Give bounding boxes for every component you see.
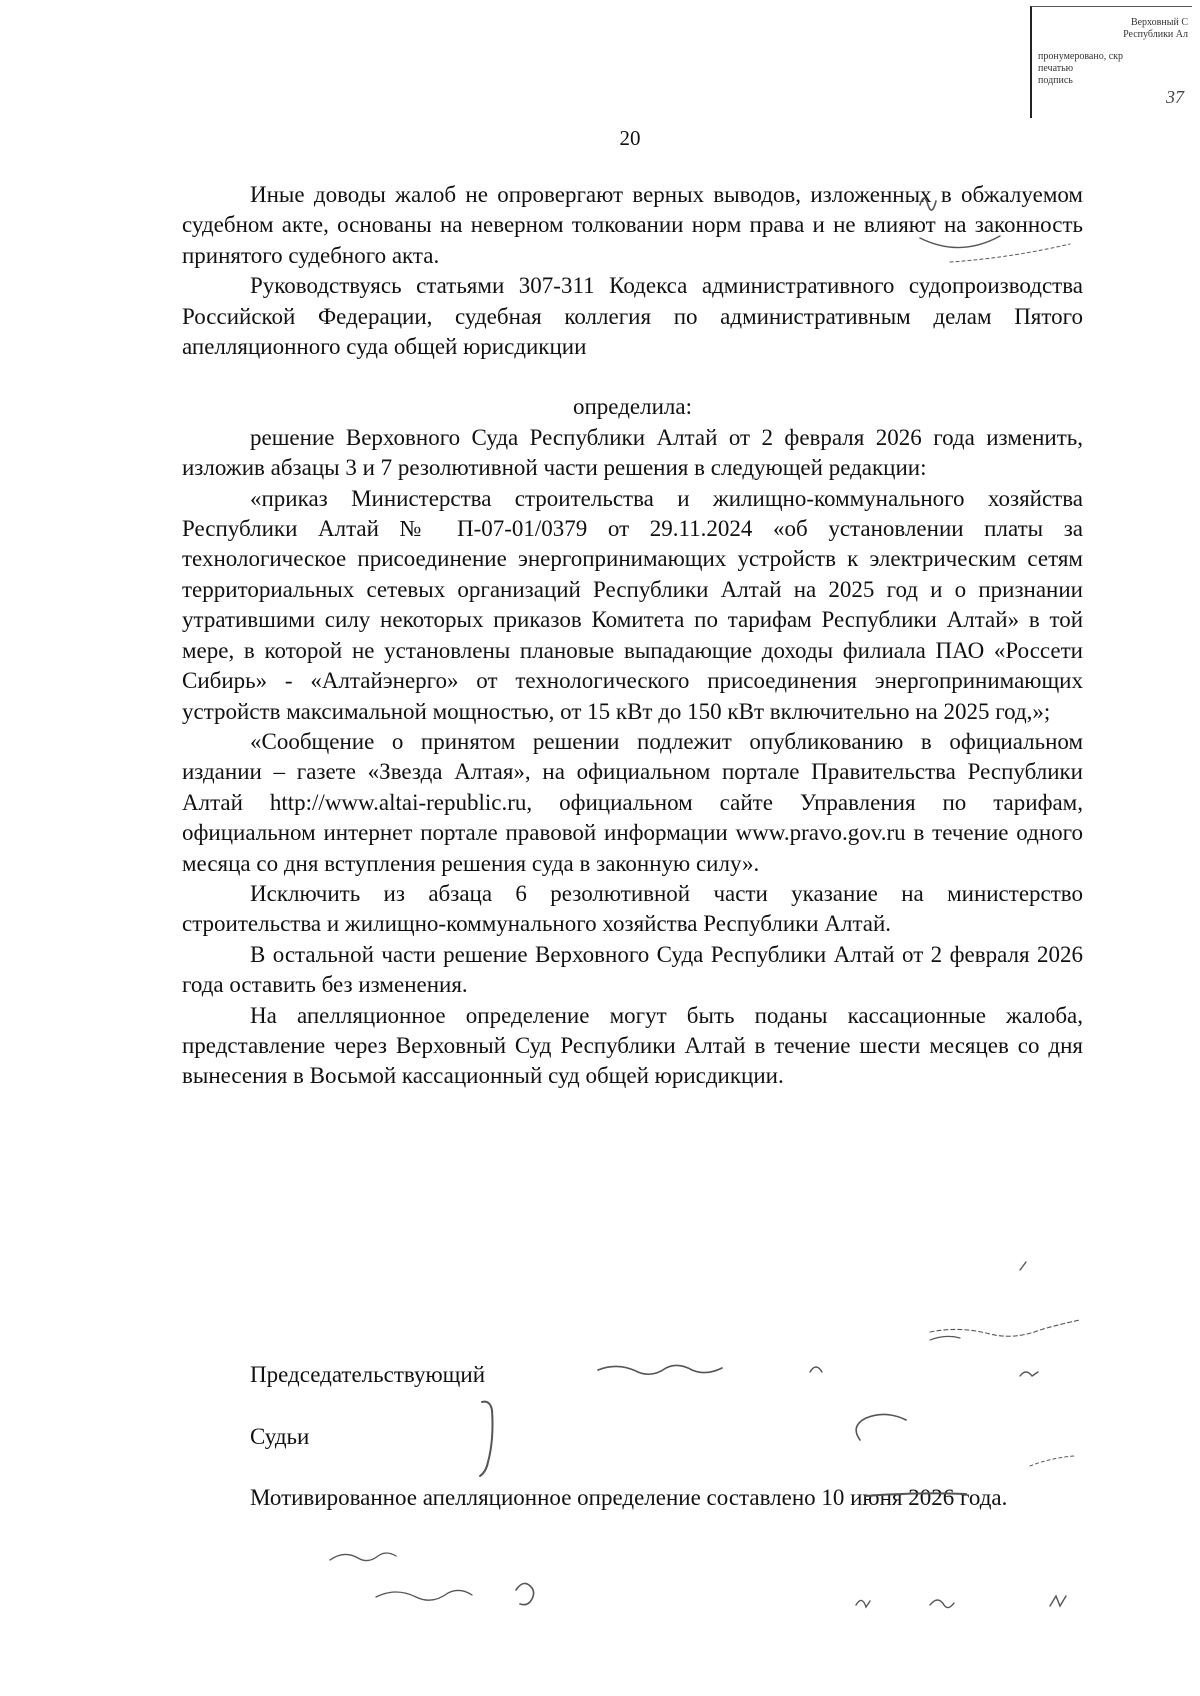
stamp-line-1: Верховный С <box>1130 17 1188 28</box>
decision-paragraph: «Сообщение о принятом решении подлежит опубликованию в официальном издании – газете «Звезда Алтая», на официальном портале Правительства Республики Алтай http://www.altai-republic.ru, официальном сайте Управления по тарифам, официальном интернет портале правовой информации www.pravo.gov.ru в течение одного месяца со дня вступления решения суда в законную силу». <box>182 728 1083 876</box>
final-note <box>182 1482 1083 1514</box>
page-number: 20 <box>619 126 641 150</box>
stamp-line-5: подпись <box>1038 75 1073 86</box>
decision-paragraph: Исключить из абзаца 6 резолютивной части указание на министерство строительства и жилищно-коммунального хозяйства Республики Алтай. <box>182 880 1083 937</box>
presiding-judge-label: Председательствующий <box>250 1362 485 1387</box>
stamp-line-2: Республики Ал <box>1123 29 1188 40</box>
decision-heading: определила: <box>573 394 692 420</box>
paragraph: Иные доводы жалоб не опровергают верных выводов, изложенных в обжалуемом судебном акте, основаны на неверном толковании норм права и не влияют на законность принятого судебного акта. <box>182 182 1083 268</box>
paragraph: Руководствуясь статьями 307-311 Кодекса административного судопроизводства Российской Федерации, судебная коллегия по административным делам Пятого апелляционного суда общей юрисдикции <box>182 273 1083 360</box>
decision-paragraph: решение Верховного Суда Республики Алтай от 2 февраля 2026 года изменить, изложив абзацы 3 и 7 резолютивной части решения в следующей редакции: <box>182 424 1083 481</box>
decision-paragraph: «приказ Министерства строительства и жилищно-коммунального хозяйства Республики Алтай № П-07-01/0379 от 29.11.2024 «об установлении платы за технологическое присоединение энергопринимающих устройств к электрическим сетям территориальных сетевых организаций Республики Алтай на 2025 год и о признании утратившими силу некоторых приказов Комитета по тарифам Республики Алтай» в той мере, в которой не установлены плановые выпадающие доходы филиала ПАО «Россети Сибирь» - «Алтайэнерго» от технологического присоединения энергопринимающих устройств максимальной мощностью, от 15 кВт до 150 кВт включительно на 2025 год,»; <box>182 485 1083 724</box>
final-note-text: Мотивированное апелляционное определение составлено 10 июня 2026 года. <box>250 1485 1008 1510</box>
judges-label: Судьи <box>250 1424 310 1449</box>
decision-paragraph: В остальной части решение Верховного Суда Республики Алтай от 2 февраля 2026 года оставить без изменения. <box>182 941 1083 998</box>
stamp-line-4: печатью <box>1038 63 1074 74</box>
decision-paragraph: На апелляционное определение могут быть поданы кассационные жалоба, представление через Верховный Суд Республики Алтай в течение шести месяцев со дня вынесения в Восьмой кассационный суд общей юрисдикции. <box>182 1002 1083 1089</box>
document-body <box>182 180 1083 1092</box>
court-stamp <box>1030 6 1192 118</box>
stamp-number: 37 <box>1166 87 1184 107</box>
stamp-line-3: пронумеровано, скр <box>1038 51 1124 62</box>
